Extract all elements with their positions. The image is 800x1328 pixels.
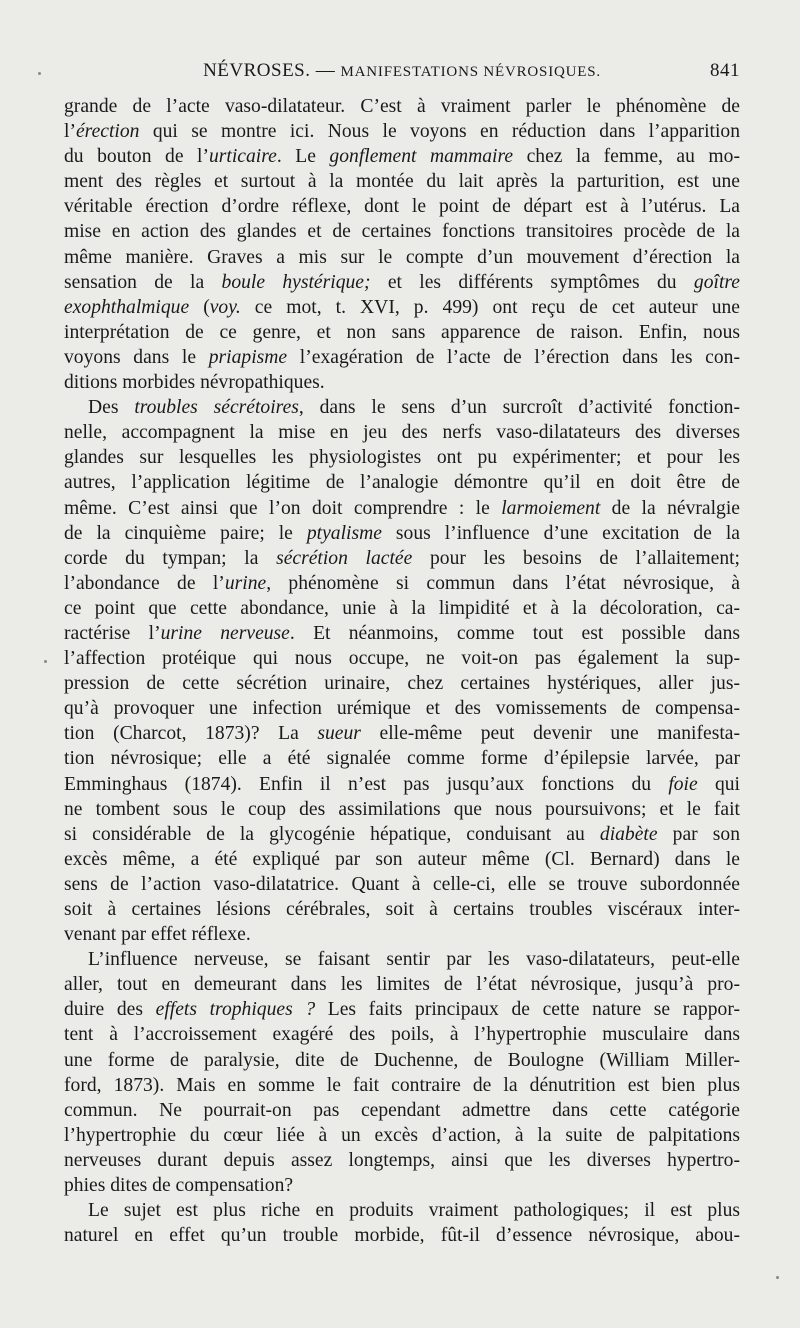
text-run: véritable érection d’ordre réflexe, dont le point de départ est à l’utérus. La xyxy=(64,196,740,218)
italic-term: érection xyxy=(75,121,140,143)
text-run: même. C’est ainsi que l’on doit comprendre : le xyxy=(64,497,502,519)
text-line xyxy=(64,1223,740,1248)
text-line xyxy=(64,772,740,797)
text-run: commun. Ne pourrait-on pas cependant admettre dans cette catégorie xyxy=(64,1099,740,1121)
text-run: qui xyxy=(697,773,740,795)
text-run: qui se montre ici. Nous le voyons en réduction dans l’apparition xyxy=(139,121,740,143)
text-line xyxy=(64,94,740,119)
text-line xyxy=(64,496,740,521)
text-run: l’hypertrophie du cœur liée à un excès d’action, à la suite de palpitations xyxy=(64,1124,740,1146)
text-line xyxy=(64,320,740,345)
text-run: ce point que cette abondance, unie à la limpidité et à la décoloration, ca- xyxy=(64,597,740,619)
text-run: venant par effet réflexe. xyxy=(64,924,251,946)
text-run: par son xyxy=(657,823,740,845)
text-run: naturel en effet qu’un trouble morbide, fût-il d’essence névrosique, abou- xyxy=(64,1225,740,1247)
scan-speck xyxy=(776,1276,779,1279)
italic-term: boule hystérique; xyxy=(221,271,371,293)
text-run: Les faits principaux de cette nature se rappor- xyxy=(315,999,740,1021)
text-line xyxy=(64,797,740,822)
text-run: de la cinquième paire; le xyxy=(64,522,307,544)
text-run: excès même, a été expliqué par son auteur même (Cl. Bernard) dans le xyxy=(64,848,740,870)
text-run: une forme de paralysie, dite de Duchenne, de Boulogne (William Miller- xyxy=(64,1049,740,1071)
text-run: autres, l’application légitime de l’analogie démontre qu’il en doit être de xyxy=(64,472,740,494)
text-run: sensation de la xyxy=(64,271,222,293)
italic-term: troubles sécrétoires xyxy=(134,397,299,419)
text-line xyxy=(64,571,740,596)
text-run: du bouton de l’ xyxy=(64,146,209,168)
text-line xyxy=(64,1048,740,1073)
text-line xyxy=(64,872,740,897)
text-run: . Et néanmoins, comme tout est possible dans xyxy=(289,622,740,644)
text-line xyxy=(64,470,740,495)
text-run: l’exagération de l’acte de l’érection dans les con- xyxy=(287,346,740,368)
italic-term: priapisme xyxy=(208,346,288,368)
text-line xyxy=(64,997,740,1022)
italic-term: effets trophiques ? xyxy=(155,999,316,1021)
text-run: pour les besoins de l’allaitement; xyxy=(412,547,740,569)
text-run: glandes sur lesquelles les physiologistes ont pu expérimenter; et pour les xyxy=(64,447,740,469)
text-line xyxy=(64,420,740,445)
text-line xyxy=(64,270,740,295)
text-line xyxy=(64,1148,740,1173)
text-run: Le sujet est plus riche en produits vraiment pathologiques; il est plus xyxy=(88,1200,740,1222)
text-line xyxy=(64,119,740,144)
text-run: sous l’influence d’une excitation de la xyxy=(381,522,740,544)
page-number: 841 xyxy=(710,60,740,81)
text-run: . Le xyxy=(276,146,330,168)
text-run: L’influence nerveuse, se faisant sentir par les vaso-dilatateurs, peut-elle xyxy=(88,949,740,971)
text-run: nerveuses durant depuis assez longtemps, ainsi que les diverses hypertro- xyxy=(64,1149,740,1171)
text-line xyxy=(64,345,740,370)
text-run: , phénomène si commun dans l’état névrosique, à xyxy=(266,572,740,594)
text-run: tion (Charcot, 1873)? La xyxy=(64,723,318,745)
text-line xyxy=(64,1198,740,1223)
italic-term: foie xyxy=(668,773,698,795)
scan-speck xyxy=(44,660,47,663)
italic-term: voy. xyxy=(209,296,241,318)
text-run: tent à l’accroissement exagéré des poils, à l’hypertrophie musculaire dans xyxy=(64,1024,740,1046)
italic-term: urine xyxy=(224,572,267,594)
text-line xyxy=(64,245,740,270)
running-header xyxy=(64,60,740,90)
text-run: ne tombent sous le coup des assimilations que nous poursuivons; et le fait xyxy=(64,798,740,820)
text-line xyxy=(64,370,740,395)
italic-term: diabète xyxy=(599,823,658,845)
text-run: phies dites de compensation? xyxy=(64,1175,294,1197)
running-title-main: NÉVROSES. — xyxy=(203,60,341,81)
text-line xyxy=(64,596,740,621)
scan-speck xyxy=(38,72,41,75)
text-line xyxy=(64,194,740,219)
text-run: interprétation de ce genre, et non sans apparence de raison. Enfin, nous xyxy=(64,321,740,343)
text-run: tion névrosique; elle a été signalée comme forme d’épilepsie larvée, par xyxy=(64,748,740,770)
text-line xyxy=(64,721,740,746)
text-run: même manière. Graves a mis sur le compte d’un mouvement d’érection la xyxy=(64,246,740,268)
text-run: sens de l’action vaso-dilatatrice. Quant à celle-ci, elle se trouve subordonnée xyxy=(64,873,740,895)
text-line xyxy=(64,445,740,470)
text-line xyxy=(64,1173,740,1198)
italic-term: sécrétion lactée xyxy=(276,547,413,569)
text-line xyxy=(64,1073,740,1098)
text-run: qu’à provoquer une infection urémique et des vomissements de compensa- xyxy=(64,698,740,720)
text-run: duire des xyxy=(64,999,156,1021)
text-run: Emminghaus (1874). Enfin il n’est pas jusqu’aux fonctions du xyxy=(64,773,669,795)
text-line xyxy=(64,972,740,997)
text-run: si considérable de la glycogénie hépatique, conduisant au xyxy=(64,823,600,845)
text-run: l’abondance de l’ xyxy=(64,572,225,594)
italic-term: exophthalmique xyxy=(64,296,190,318)
text-run: et les différents symptômes du xyxy=(370,271,694,293)
running-title xyxy=(64,60,740,82)
text-line xyxy=(64,1098,740,1123)
italic-term: gonflement mammaire xyxy=(329,146,514,168)
text-run: voyons dans le xyxy=(64,346,209,368)
italic-term: urine nerveuse xyxy=(160,622,290,644)
text-line xyxy=(64,646,740,671)
text-line xyxy=(64,219,740,244)
italic-term: urticaire xyxy=(209,146,277,168)
text-line xyxy=(64,671,740,696)
text-run: ce mot, t. XVI, p. 499) ont reçu de cet auteur une xyxy=(240,296,740,318)
text-line xyxy=(64,395,740,420)
text-line xyxy=(64,947,740,972)
italic-term: ptyalisme xyxy=(306,522,382,544)
text-run: l’ xyxy=(64,121,76,143)
text-line xyxy=(64,1022,740,1047)
text-run: ( xyxy=(189,296,210,318)
text-run: ditions morbides névropathiques. xyxy=(64,372,325,394)
text-run: ford, 1873). Mais en somme le fait contraire de la dénutrition est bien plus xyxy=(64,1074,740,1096)
body-text xyxy=(64,94,740,1248)
text-run: aller, tout en demeurant dans les limites de l’état névrosique, jusqu’à pro- xyxy=(64,974,740,996)
text-run: chez la femme, au mo- xyxy=(513,146,740,168)
text-run: soit à certaines lésions cérébrales, soit à certains troubles viscéraux inter- xyxy=(64,899,740,920)
text-run: mise en action des glandes et de certaines fonctions transitoires procède de la xyxy=(64,221,740,243)
text-line xyxy=(64,295,740,320)
text-line xyxy=(64,746,740,771)
text-run: l’affection protéique qui nous occupe, ne voit-on pas également la sup- xyxy=(64,648,740,670)
text-line xyxy=(64,847,740,872)
text-line xyxy=(64,546,740,571)
text-line xyxy=(64,897,740,922)
italic-term: goître xyxy=(693,271,740,293)
text-run: corde du tympan; la xyxy=(64,547,277,569)
text-line xyxy=(64,1123,740,1148)
text-run: elle-même peut devenir une manifesta- xyxy=(360,723,740,745)
text-line xyxy=(64,696,740,721)
text-run: Des xyxy=(88,397,135,419)
text-line xyxy=(64,144,740,169)
italic-term: sueur xyxy=(317,723,361,745)
text-line xyxy=(64,621,740,646)
running-title-subtitle: MANIFESTATIONS NÉVROSIQUES. xyxy=(340,64,601,80)
text-run: pression de cette sécrétion urinaire, chez certaines hystériques, aller jus- xyxy=(64,673,740,695)
text-line xyxy=(64,169,740,194)
text-run: nelle, accompagnent la mise en jeu des nerfs vaso-dilatateurs des diverses xyxy=(64,422,740,444)
italic-term: larmoiement xyxy=(501,497,601,519)
text-run: , dans le sens d’un surcroît d’activité fonction- xyxy=(298,397,740,419)
text-line xyxy=(64,922,740,947)
text-run: grande de l’acte vaso-dilatateur. C’est à vraiment parler le phénomène de xyxy=(64,96,740,117)
text-run: ment des règles et surtout à la montée du lait après la parturition, est une xyxy=(64,171,740,193)
text-line xyxy=(64,521,740,546)
text-run: ractérise l’ xyxy=(64,622,161,644)
text-run: de la névralgie xyxy=(600,497,740,519)
text-line xyxy=(64,822,740,847)
